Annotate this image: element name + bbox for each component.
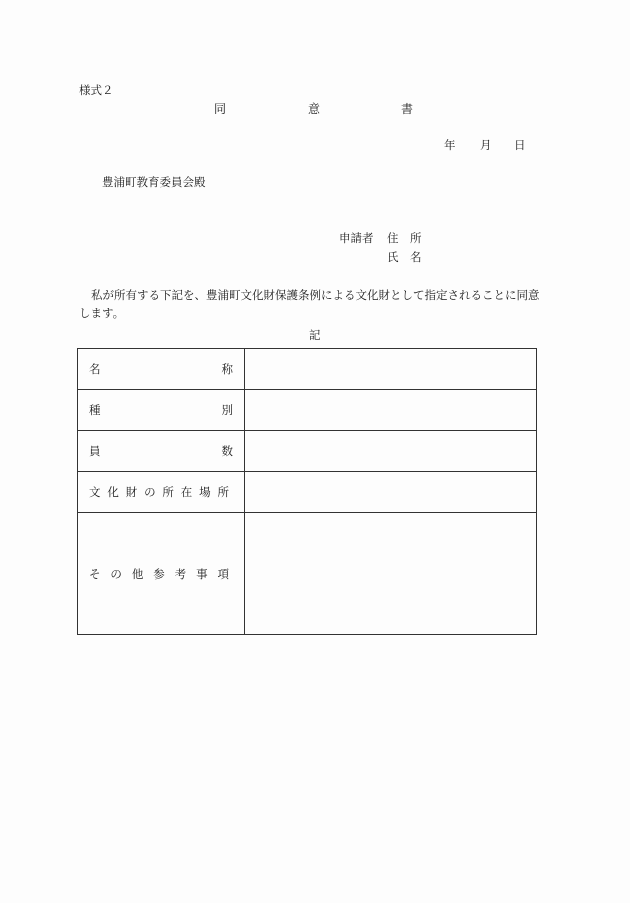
address-label: 住 所 — [387, 231, 422, 245]
applicant-label: 申請者 — [339, 231, 374, 245]
row-label-type: 種 別 — [78, 390, 245, 431]
row-value-count[interactable] — [245, 431, 537, 472]
table-row — [78, 390, 537, 431]
row-value-location[interactable] — [245, 472, 537, 513]
table-row — [78, 513, 537, 635]
title-char-2: 意 — [308, 102, 321, 116]
consent-line-1: 私が所有する下記を、豊浦町文化財保護条例による文化財として指定されることに同意 — [91, 288, 540, 302]
row-label-name: 名 称 — [78, 349, 245, 390]
row-label-count: 員 数 — [78, 431, 245, 472]
date-year-label: 年 — [444, 138, 456, 152]
date-month-label: 月 — [480, 138, 492, 152]
title-char-1: 同 — [214, 102, 227, 116]
ki-heading: 記 — [309, 328, 321, 342]
table-row — [78, 472, 537, 513]
table-row — [78, 349, 537, 390]
row-label-location: 文化財の所在場所 — [78, 472, 245, 513]
title-char-3: 書 — [401, 102, 414, 116]
row-value-remarks[interactable] — [245, 513, 537, 635]
name-label: 氏 名 — [387, 250, 422, 264]
consent-line-2: します。 — [79, 306, 125, 320]
consent-statement — [79, 286, 559, 322]
form-number-label: 様式２ — [79, 83, 114, 97]
details-table — [77, 348, 537, 635]
table-row — [78, 431, 537, 472]
row-value-type[interactable] — [245, 390, 537, 431]
date-day-label: 日 — [514, 138, 526, 152]
row-value-name[interactable] — [245, 349, 537, 390]
row-label-remarks: その他参考事項 — [78, 513, 245, 635]
addressee: 豊浦町教育委員会殿 — [102, 175, 206, 189]
